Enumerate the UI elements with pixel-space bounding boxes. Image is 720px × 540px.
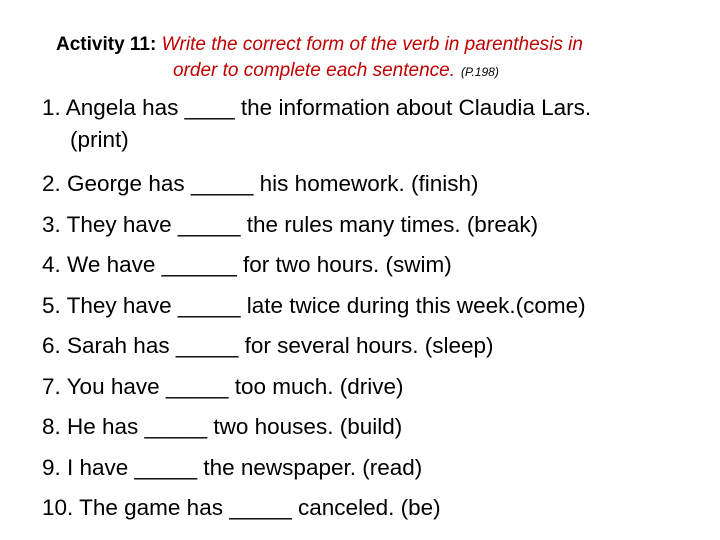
activity-label: Activity 11:	[56, 34, 157, 55]
instruction-line-1: Write the correct form of the verb in parenthesis in	[161, 34, 583, 55]
exercise-list	[42, 92, 702, 529]
exercise-item-text: 10. The game has _____ canceled. (be)	[42, 495, 441, 520]
exercise-item-text: 4. We have ______ for two hours. (swim)	[42, 252, 452, 277]
exercise-item	[42, 488, 702, 529]
exercise-item	[42, 367, 702, 408]
exercise-item-text: 1. Angela has ____ the information about Claudia Lars.	[42, 95, 592, 120]
instruction-line-2-wrap	[56, 58, 696, 85]
exercise-item-text: 5. They have _____ late twice during this week.(come)	[42, 292, 586, 318]
exercise-item-text: 6. Sarah has _____ for several hours. (sleep)	[42, 333, 494, 358]
exercise-item-text: 2. George has _____ his homework. (finish)	[42, 171, 479, 196]
exercise-item-continuation: (print)	[70, 127, 129, 152]
exercise-item	[42, 92, 702, 156]
exercise-item-text: 3. They have _____ the rules many times. (break)	[42, 211, 539, 237]
exercise-item	[42, 245, 702, 286]
page-reference: (P.198)	[461, 65, 499, 79]
exercise-item	[42, 326, 702, 367]
exercise-item	[42, 164, 702, 205]
instruction-line-2: order to complete each sentence.	[173, 60, 456, 81]
exercise-item	[42, 448, 702, 489]
exercise-item	[42, 407, 702, 448]
exercise-item-text: 9. I have _____ the newspaper. (read)	[42, 454, 423, 480]
exercise-item	[42, 205, 702, 246]
exercise-item-text: 8. He has _____ two houses. (build)	[42, 414, 403, 439]
exercise-item	[42, 286, 702, 327]
activity-header	[56, 32, 696, 85]
exercise-item-text: 7. You have _____ too much. (drive)	[42, 373, 404, 399]
